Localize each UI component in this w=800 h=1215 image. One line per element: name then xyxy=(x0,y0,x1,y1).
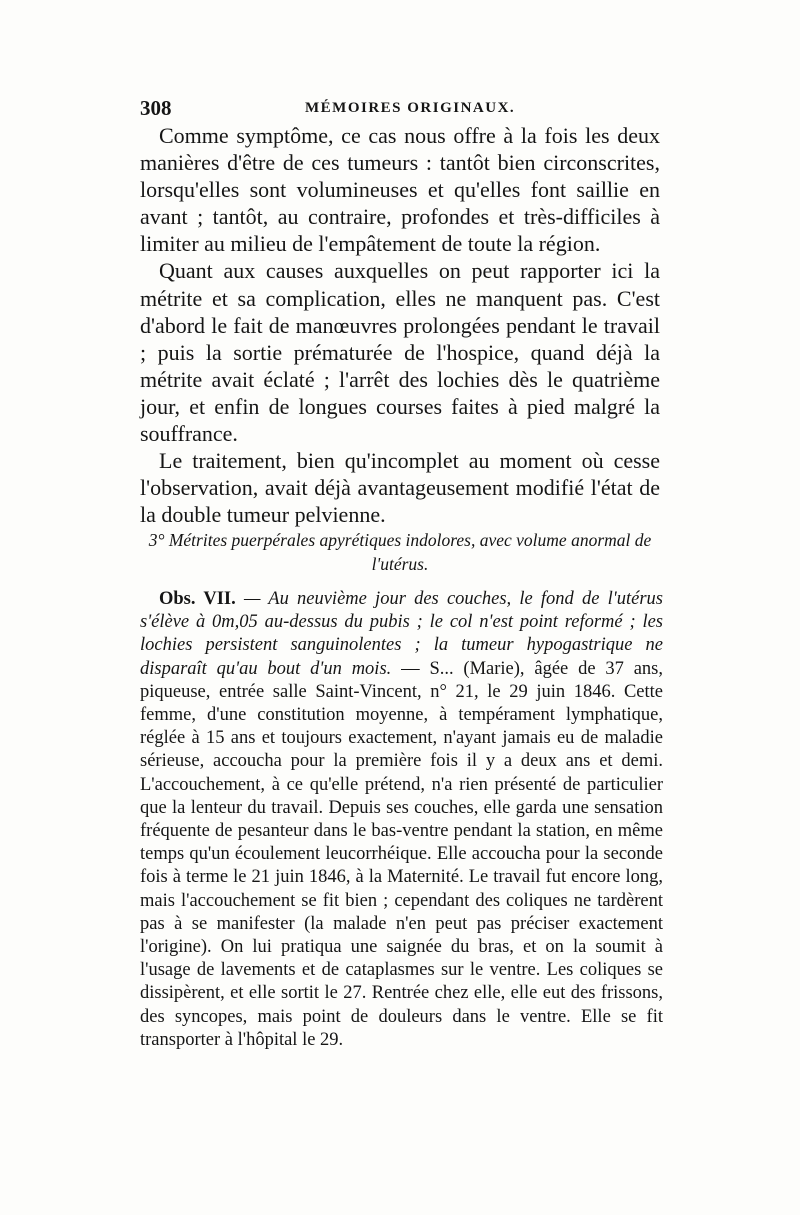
observation-text: — S... (Marie), âgée de 37 ans, piqueuse, entrée salle Saint-Vincent, n° 21, le 29 juin 1846. Cette femme, d'une constitution moyenne, à tempérament lymphatique, réglée à 15 ans et toujours exactement, n'ayant jamais eu de maladie sérieuse, accoucha pour la première fois il y a deux ans et demi. L'accouchement, à ce qu'elle prétend, n'a rien présenté de particulier que la lenteur du travail. Depuis ses couches, elle garda une sensation fréquente de pesanteur dans le bas-ventre pendant la station, en même temps qu'un écoulement leucorrhéique. Elle accoucha pour la seconde fois à terme le 21 juin 1846, à la Maternité. Le travail fut encore long, mais l'accouchement se fit bien ; cependant des coliques ne tardèrent pas à se manifester (la malade n'en peut pas préciser exactement l'origine). On lui pratiqua une saignée du bras, et on la soumit à l'usage de lavements et de cataplasmes sur le ventre. Les coliques se dissipèrent, et elle sortit le 27. Rentrée chez elle, elle eut des frissons, des syncopes, mais point de douleurs dans le ventre. Elle se fit transporter à l'hôpital le 29. xyxy=(140,658,663,1050)
observation-summary: — Au neuvième jour des couches, le fond de l'utérus s'élève à 0m,05 au-dessus du pubis ; le col n'est point reformé ; les lochies persistent sanguinolentes ; la tumeur hypogastrique ne disparaît qu'au bout d'un mois. xyxy=(140,589,663,679)
section-heading: 3° Métrites puerpérales apyrétiques indolores, avec volume anormal de l'utérus. xyxy=(148,530,652,574)
running-title: MÉMOIRES ORIGINAUX. xyxy=(305,100,516,116)
paragraph-treatment: Le traitement, bien qu'incomplet au moment où cesse l'observation, avait déjà avantageusement modifié l'état de la double tumeur pelvienne. xyxy=(140,448,660,528)
observation-label: Obs. VII. xyxy=(159,589,236,609)
observation-paragraph xyxy=(140,588,663,1052)
page-number: 308 xyxy=(140,96,172,120)
observation-block xyxy=(140,588,663,1052)
paragraph-causes: Quant aux causes auxquelles on peut rapporter ici la métrite et sa complication, elles ne manquent pas. C'est d'abord le fait de manœuvres prolongées pendant le travail ; puis la sortie prématurée de l'hospice, quand déjà la métrite avait éclaté ; l'arrêt des lochies dès le quatrième jour, et enfin de longues courses faites à pied malgré la souffrance. xyxy=(140,258,660,447)
paragraph-symptoms: Comme symptôme, ce cas nous offre à la fois les deux manières d'être de ces tumeurs : tantôt bien circonscrites, lorsqu'elles sont volumineuses et qu'elles font saillie en avant ; tantôt, au contraire, profondes et très-difficiles à limiter au milieu de l'empâtement de toute la région. xyxy=(140,123,660,257)
body-text xyxy=(140,122,660,528)
running-head xyxy=(140,96,670,122)
